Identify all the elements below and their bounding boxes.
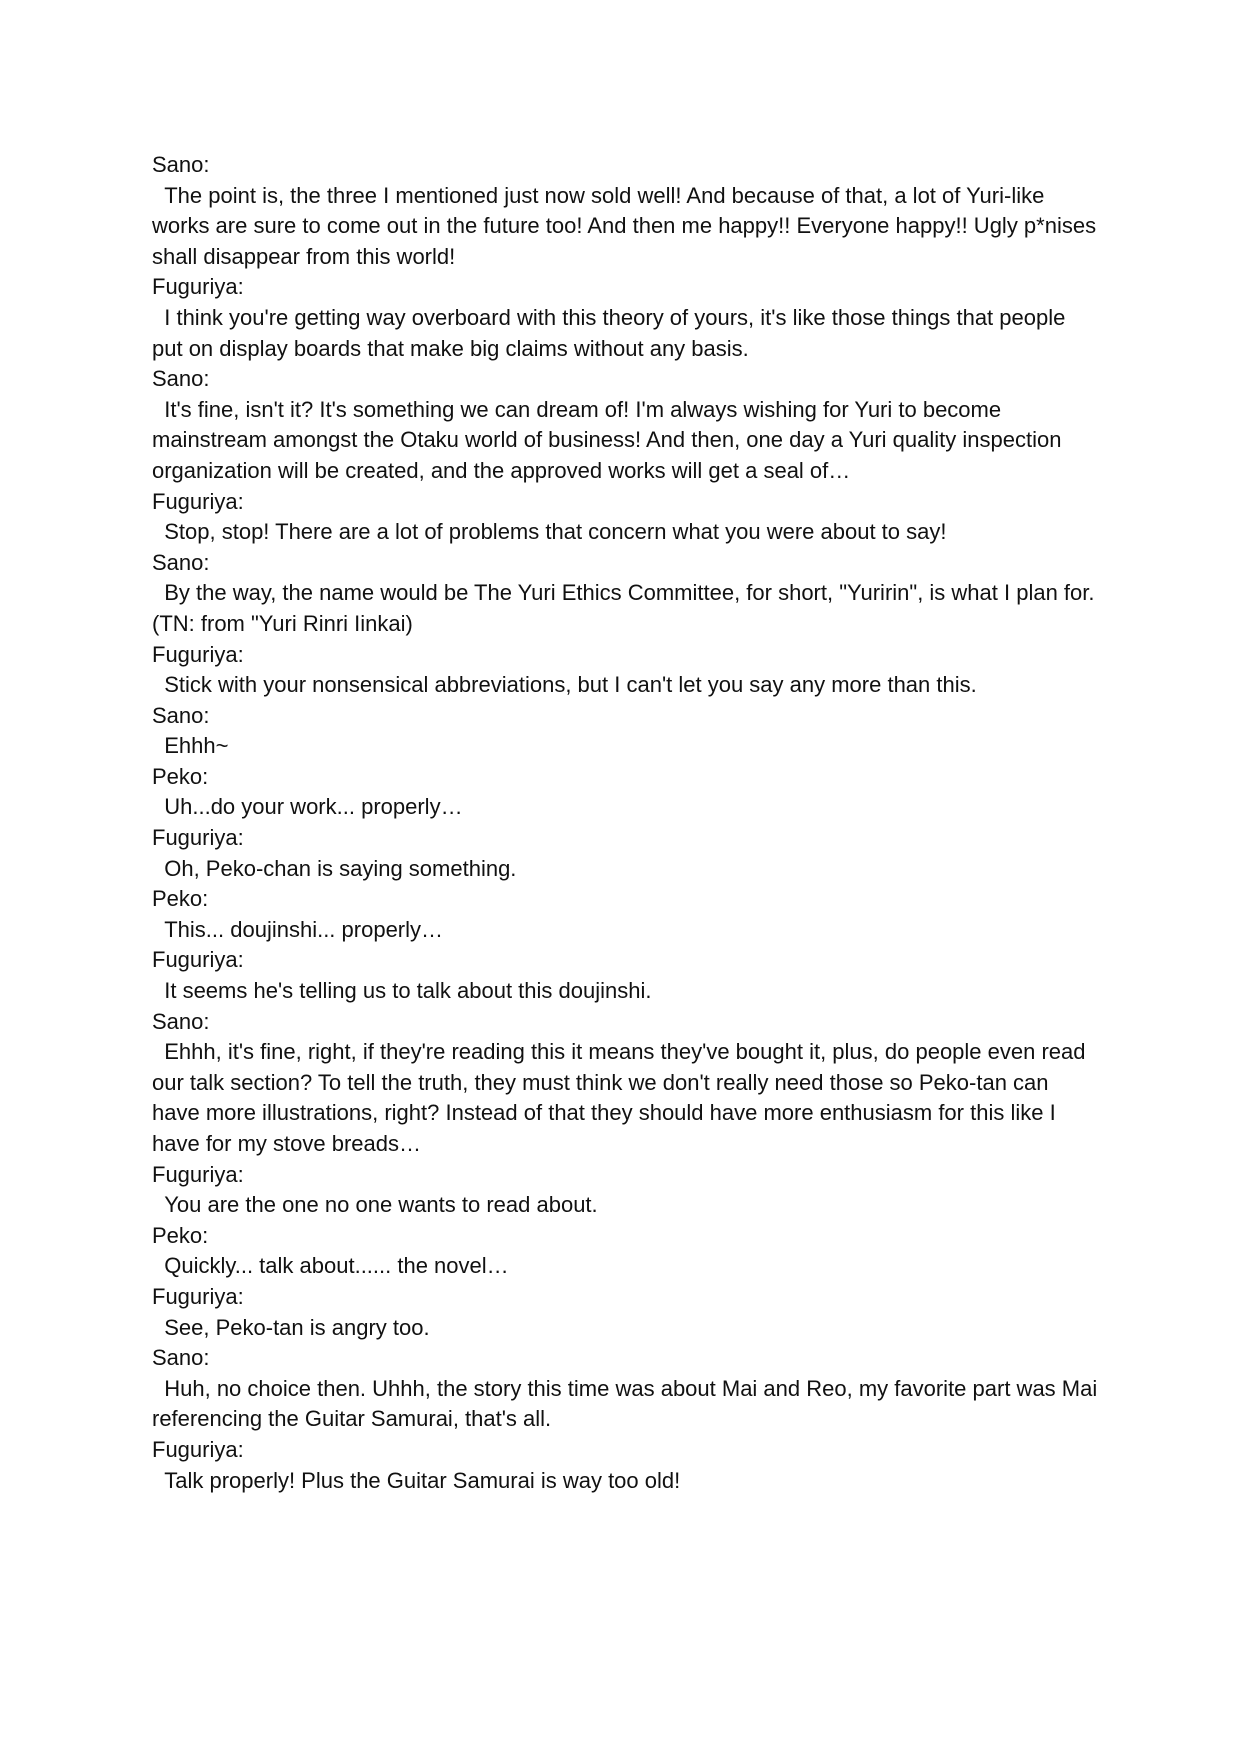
dialogue-text: Huh, no choice then. Uhhh, the story this time was about Mai and Reo, my favorite part was Mai referencing the Guitar Samurai, that's all. [152, 1375, 1104, 1432]
dialogue-entry [152, 701, 1102, 762]
dialogue-text: It seems he's telling us to talk about this doujinshi. [152, 978, 652, 1004]
speaker-name: Fuguriya: [152, 488, 244, 514]
dialogue-text: Oh, Peko-chan is saying something. [152, 855, 517, 881]
speaker-name: Fuguriya: [152, 947, 244, 973]
dialogue-text: This... doujinshi... properly… [152, 916, 444, 942]
speaker-name: Sano: [152, 152, 210, 177]
dialogue-entry [152, 1282, 1102, 1343]
speaker-name: Fuguriya: [152, 1283, 244, 1309]
speaker-name: Sano: [152, 1345, 210, 1371]
dialogue-entry [152, 945, 1102, 1006]
dialogue-entry [152, 640, 1102, 701]
speaker-name: Fuguriya: [152, 1436, 244, 1462]
dialogue-text: See, Peko-tan is angry too. [152, 1314, 430, 1340]
speaker-name: Fuguriya: [152, 825, 244, 851]
dialogue-text: Quickly... talk about...... the novel… [152, 1253, 509, 1279]
dialogue-text: It's fine, isn't it? It's something we can dream of! I'm always wishing for Yuri to become mainstream amongst the Otaku world of business! And then, one day a Yuri quality inspection organization will be created, and the approved works will get a seal of… [152, 396, 1068, 483]
dialogue-entry [152, 1007, 1102, 1160]
dialogue-entry [152, 1435, 1102, 1496]
speaker-name: Peko: [152, 886, 209, 912]
dialogue-entry [152, 823, 1102, 884]
dialogue-text: By the way, the name would be The Yuri Ethics Committee, for short, "Yuririn", is what I plan for. (TN: from "Yuri Rinri Iinkai) [152, 580, 1101, 636]
document-page [152, 150, 1102, 1496]
dialogue-entry [152, 150, 1102, 272]
dialogue-text: Stick with your nonsensical abbreviations, but I can't let you say any more than this. [152, 672, 977, 698]
speaker-name: Fuguriya: [152, 641, 244, 667]
speaker-name: Sano: [152, 549, 210, 575]
dialogue-text: Ehhh, it's fine, right, if they're reading this it means they've bought it, plus, do people even read our talk section? To tell the truth, they must think we don't really need those so Peko-tan can have more illustrations, right? Instead of that they should have more enthusiasm for this like I have for my stove breads… [152, 1039, 1092, 1156]
dialogue-text: Uh...do your work... properly… [152, 794, 463, 820]
speaker-name: Peko: [152, 763, 209, 789]
speaker-name: Sano: [152, 702, 210, 728]
speaker-name: Peko: [152, 1222, 209, 1248]
dialogue-entry [152, 548, 1102, 640]
dialogue-text: I think you're getting way overboard with this theory of yours, it's like those things that people put on display boards that make big claims without any basis. [152, 304, 1072, 361]
dialogue-text: Stop, stop! There are a lot of problems that concern what you were about to say! [152, 519, 947, 545]
dialogue-entry [152, 884, 1102, 945]
dialogue-entry [152, 1221, 1102, 1282]
speaker-name: Fuguriya: [152, 1161, 244, 1187]
dialogue-entry [152, 272, 1102, 364]
dialogue-entry [152, 487, 1102, 548]
dialogue-text: The point is, the three I mentioned just now sold well! And because of that, a lot of Yuri-like works are sure to come out in the future too! And then me happy!! Everyone happy!! Ugly p*nises shall disappear from this world! [152, 182, 1103, 269]
dialogue-entry [152, 1343, 1102, 1435]
dialogue-entry [152, 762, 1102, 823]
speaker-name: Sano: [152, 366, 210, 392]
dialogue-entry [152, 364, 1102, 486]
dialogue-text: Talk properly! Plus the Guitar Samurai is way too old! [152, 1467, 681, 1493]
dialogue-entry [152, 1160, 1102, 1221]
dialogue-text: You are the one no one wants to read about. [152, 1192, 598, 1218]
speaker-name: Fuguriya: [152, 274, 244, 300]
speaker-name: Sano: [152, 1008, 210, 1034]
dialogue-text: Ehhh~ [152, 733, 229, 759]
